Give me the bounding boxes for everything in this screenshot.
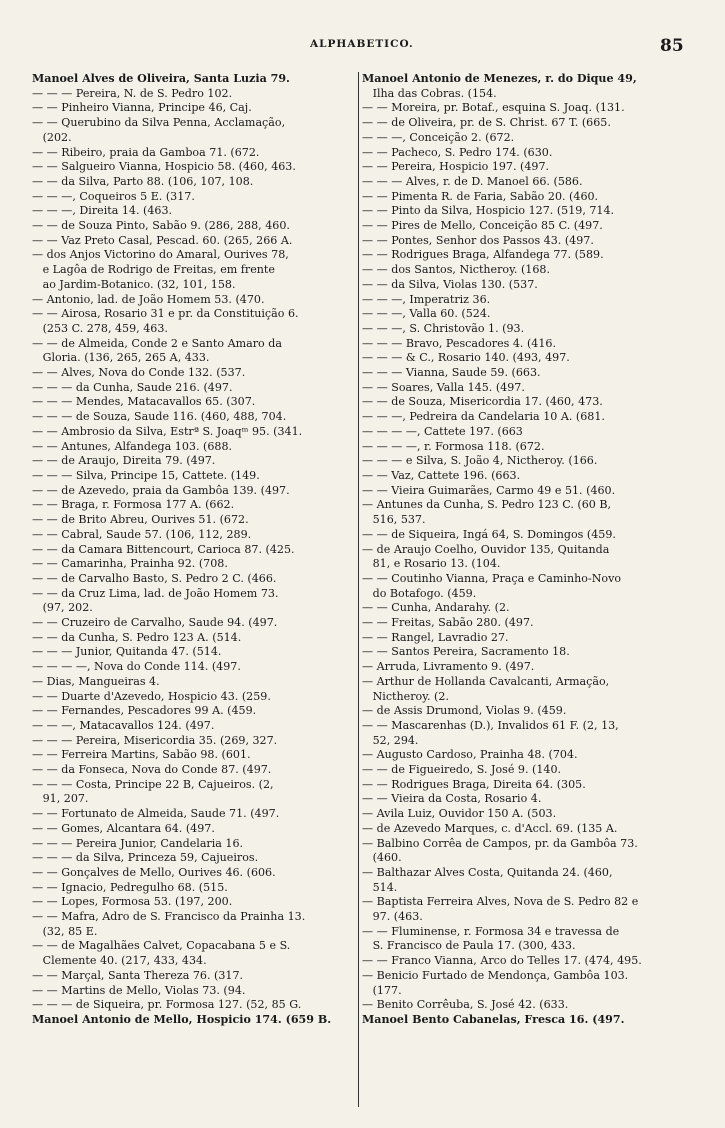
directory-entry-line: — — de Siqueira, Ingá 64, S. Domingos (459. <box>362 527 616 541</box>
directory-entry-line: — — — —, r. Formosa 118. (672. <box>362 439 545 453</box>
column-divider <box>358 72 359 1107</box>
directory-entry-line: — — — —, Cattete 197. (663 <box>362 424 523 438</box>
directory-entry-line: — — de Souza Pinto, Sabão 9. (286, 288, 460. <box>32 219 290 233</box>
directory-entry-line: — — — Bravo, Pescadores 4. (416. <box>362 336 556 350</box>
directory-entry-line: — — de Azevedo, praia da Gambôa 139. (497. <box>32 483 290 497</box>
directory-entry-line: — — da Silva, Parto 88. (106, 107, 108. <box>32 174 254 188</box>
directory-entry-line: do Botafogo. (459. <box>362 586 477 600</box>
directory-entry-line: — — Marçal, Santa Thereza 76. (317. <box>32 968 244 982</box>
directory-entry-line: — — Vieira Guimarães, Carmo 49 e 51. (460. <box>362 483 616 497</box>
directory-entry-line: 81, e Rosario 13. (104. <box>362 557 501 571</box>
directory-entry-line: — — de Magalhães Calvet, Copacabana 5 e S. <box>32 939 291 953</box>
directory-entry-line: — Balthazar Alves Costa, Quitanda 24. (460, <box>362 865 613 879</box>
directory-entry-line: — — — Pereira, N. de S. Pedro 102. <box>32 86 233 100</box>
running-title: ALPHABETICO. <box>310 38 414 50</box>
directory-entry-line: — dos Anjos Victorino do Amaral, Ourives 78, <box>32 248 289 262</box>
directory-entry-line: — — Fernandes, Pescadores 99 A. (459. <box>32 704 257 718</box>
directory-entry-line: — — —, Direita 14. (463. <box>32 204 173 218</box>
directory-entry-line: ao Jardim-Botanico. (32, 101, 158. <box>32 277 236 291</box>
directory-entry-line: 91, 207. <box>32 792 89 806</box>
directory-entry-line: — — — da Silva, Princeza 59, Cajueiros. <box>32 851 259 865</box>
directory-entry-line: (177. <box>362 983 402 997</box>
directory-entry-line: — — de Araujo, Direita 79. (497. <box>32 454 216 468</box>
directory-entry-line: — Dias, Mangueiras 4. <box>32 674 160 688</box>
directory-entry-line: — — de Figueiredo, S. José 9. (140. <box>362 763 562 777</box>
directory-entry-line: — — Pereira, Hospicio 197. (497. <box>362 160 550 174</box>
directory-entry-line: — — Martins de Mello, Violas 73. (94. <box>32 983 246 997</box>
directory-entry-line: Manoel Alves de Oliveira, Santa Luzia 79. <box>32 72 290 85</box>
directory-entry-line: Ilha das Cobras. (154. <box>362 86 497 100</box>
directory-entry-line: — — de Souza, Misericordia 17. (460, 473. <box>362 395 603 409</box>
directory-entry-line: — Benito Corrêuba, S. José 42. (633. <box>362 998 569 1012</box>
directory-entry-line: — de Azevedo Marques, c. d'Accl. 69. (135 A. <box>362 821 618 835</box>
directory-entry-line: — — —, Coqueiros 5 E. (317. <box>32 189 195 203</box>
directory-entry-line: — Arthur de Hollanda Cavalcanti, Armação, <box>362 674 610 688</box>
directory-entry-line: — Benicio Furtado de Mendonça, Gambôa 103. <box>362 968 629 982</box>
directory-entry-line: — — — de Souza, Saude 116. (460, 488, 704. <box>32 410 287 424</box>
directory-entry-line: — — de Oliveira, pr. de S. Christ. 67 T. (665. <box>362 116 611 130</box>
directory-entry-line: — — — Silva, Principe 15, Cattete. (149. <box>32 468 260 482</box>
directory-entry-line: — — Ambrosio da Silva, Estrª S. Joaqᵐ 95. (341. <box>32 424 303 438</box>
directory-entry-line: — de Assis Drumond, Violas 9. (459. <box>362 704 567 718</box>
directory-entry-line: — — Cunha, Andarahy. (2. <box>362 601 510 615</box>
directory-entry-line: — — — de Siqueira, pr. Formosa 127. (52, 85 G. <box>32 998 302 1012</box>
directory-entry-line: — — — & C., Rosario 140. (493, 497. <box>362 351 570 365</box>
directory-entry-line: — — — Pereira, Misericordia 35. (269, 327. <box>32 733 278 747</box>
directory-entry-line: — Avila Luiz, Ouvidor 150 A. (503. <box>362 807 557 821</box>
directory-entry-line: — — — Pereira Junior, Candelaria 16. <box>32 836 244 850</box>
directory-entry-line: (202. <box>32 130 72 144</box>
directory-entry-line: — Balbino Corrêa de Campos, pr. da Gambôa 73. <box>362 836 638 850</box>
directory-entry-line: — Baptista Ferreira Alves, Nova de S. Pedro 82 e <box>362 895 639 909</box>
page-number: 85 <box>660 36 684 56</box>
directory-entry-line: 97. (463. <box>362 910 423 924</box>
directory-entry-line: Manoel Antonio de Menezes, r. do Dique 49, <box>362 72 637 85</box>
directory-entry-line: Nictheroy. (2. <box>362 689 449 703</box>
directory-entry-line: — — Franco Vianna, Arco do Telles 17. (474, 495. <box>362 954 642 968</box>
directory-entry-line: — — —, S. Christovão 1. (93. <box>362 321 525 335</box>
directory-entry-line: — — Ferreira Martins, Sabão 98. (601. <box>32 748 251 762</box>
directory-entry-line: — — Pacheco, S. Pedro 174. (630. <box>362 145 553 159</box>
directory-entry-line: — — Rodrigues Braga, Direita 64. (305. <box>362 777 586 791</box>
directory-entry-line: — Antonio, lad. de João Homem 53. (470. <box>32 292 265 306</box>
directory-entry-line: — — —, Imperatriz 36. <box>362 292 491 306</box>
directory-entry-line: — — Pimenta R. de Faria, Sabão 20. (460. <box>362 189 599 203</box>
directory-entry-line: — Augusto Cardoso, Prainha 48. (704. <box>362 748 578 762</box>
directory-entry-line: (97, 202. <box>32 601 93 615</box>
directory-entry-line: — — Pontes, Senhor dos Passos 43. (497. <box>362 233 594 247</box>
directory-entry-line: — — —, Valla 60. (524. <box>362 307 491 321</box>
directory-entry-line: — — Gomes, Alcantara 64. (497. <box>32 821 215 835</box>
directory-entry-line: — — Fluminense, r. Formosa 34 e travessa de <box>362 924 620 938</box>
directory-entry-line: — — da Cunha, S. Pedro 123 A. (514. <box>32 630 242 644</box>
directory-entry-line: S. Francisco de Paula 17. (300, 433. <box>362 939 576 953</box>
directory-entry-line: — — — Costa, Principe 22 B, Cajueiros. (2, <box>32 777 274 791</box>
directory-entry-line: — — Airosa, Rosario 31 e pr. da Constituição 6. <box>32 307 299 321</box>
directory-entry-line: e Lagôa de Rodrigo de Freitas, em frente <box>32 263 275 277</box>
directory-entry-line: — — Rangel, Lavradio 27. <box>362 630 509 644</box>
directory-entry-line: — — Alves, Nova do Conde 132. (537. <box>32 366 246 380</box>
directory-entry-line: — — da Camara Bittencourt, Carioca 87. (425. <box>32 542 295 556</box>
directory-entry-line: (32, 85 E. <box>32 924 98 938</box>
directory-entry-line: — — Vaz Preto Casal, Pescad. 60. (265, 266 A. <box>32 233 293 247</box>
directory-entry-line: — — — Alves, r. de D. Manoel 66. (586. <box>362 174 583 188</box>
directory-entry-line: — — Ribeiro, praia da Gamboa 71. (672. <box>32 145 260 159</box>
directory-entry-line: — — Fortunato de Almeida, Saude 71. (497. <box>32 807 280 821</box>
directory-entry-line: — — Salgueiro Vianna, Hospicio 58. (460, 463. <box>32 160 296 174</box>
directory-entry-line: — — Freitas, Sabão 280. (497. <box>362 616 534 630</box>
directory-entry-line: — — Lopes, Formosa 53. (197, 200. <box>32 895 233 909</box>
directory-entry-line: — — Pinheiro Vianna, Principe 46, Caj. <box>32 101 252 115</box>
directory-entry-line: — — —, Pedreira da Candelaria 10 A. (681. <box>362 410 605 424</box>
directory-entry-line: — — Rodrigues Braga, Alfandega 77. (589. <box>362 248 604 262</box>
directory-entry-line: (253 C. 278, 459, 463. <box>32 321 168 335</box>
directory-entry-line: 514. <box>362 880 398 894</box>
directory-entry-line: — — — Vianna, Saude 59. (663. <box>362 366 541 380</box>
directory-entry-line: — — dos Santos, Nictheroy. (168. <box>362 263 550 277</box>
directory-entry-line: — — Pires de Mello, Conceição 85 C. (497. <box>362 219 603 233</box>
directory-entry-line: Clemente 40. (217, 433, 434. <box>32 954 207 968</box>
directory-entry-line: — — — —, Nova do Conde 114. (497. <box>32 660 241 674</box>
directory-entry-line: — — de Brito Abreu, Ourives 51. (672. <box>32 513 249 527</box>
right-column <box>362 72 698 1107</box>
directory-entry-line: — — Cruzeiro de Carvalho, Saude 94. (497. <box>32 616 278 630</box>
directory-entry-line: — Antunes da Cunha, S. Pedro 123 C. (60 B, <box>362 498 612 512</box>
directory-entry-line: 516, 537. <box>362 513 426 527</box>
directory-entry-line: — — Mascarenhas (D.), Invalidos 61 F. (2, 13, <box>362 718 619 732</box>
directory-entry-line: — — — da Cunha, Saude 216. (497. <box>32 380 233 394</box>
directory-entry-line: — de Araujo Coelho, Ouvidor 135, Quitanda <box>362 542 610 556</box>
directory-entry-line: 52, 294. <box>362 733 419 747</box>
directory-entry-line: — — — Mendes, Matacavallos 65. (307. <box>32 395 256 409</box>
left-column <box>32 72 357 1107</box>
directory-entry-line: — — —, Matacavallos 124. (497. <box>32 718 215 732</box>
directory-entry-line: — — Vaz, Cattete 196. (663. <box>362 468 521 482</box>
directory-entry-line: — — Querubino da Silva Penna, Acclamação, <box>32 116 286 130</box>
directory-entry-line: — — Ignacio, Pedregulho 68. (515. <box>32 880 228 894</box>
directory-entry-line: — — de Almeida, Conde 2 e Santo Amaro da <box>32 336 282 350</box>
directory-entry-line: (460. <box>362 851 402 865</box>
directory-entry-line: — — Gonçalves de Mello, Ourives 46. (606. <box>32 865 276 879</box>
directory-entry-line: — — Braga, r. Formosa 177 A. (662. <box>32 498 235 512</box>
directory-entry-line: — — Camarinha, Prainha 92. (708. <box>32 557 228 571</box>
directory-entry-line: — — Antunes, Alfandega 103. (688. <box>32 439 233 453</box>
page-header <box>0 36 725 56</box>
directory-entry-line: Gloria. (136, 265, 265 A, 433. <box>32 351 210 365</box>
directory-entry-line: — — Pinto da Silva, Hospicio 127. (519, 714. <box>362 204 615 218</box>
directory-entry-line: Manoel Antonio de Mello, Hospicio 174. (659 B. <box>32 1013 332 1026</box>
directory-entry-line: — — da Fonseca, Nova do Conde 87. (497. <box>32 763 272 777</box>
directory-entry-line: — — Soares, Valla 145. (497. <box>362 380 525 394</box>
directory-entry-line: Manoel Bento Cabanelas, Fresca 16. (497. <box>362 1013 625 1026</box>
directory-entry-line: — — Mafra, Adro de S. Francisco da Prainha 13. <box>32 910 306 924</box>
directory-entry-line: — — Duarte d'Azevedo, Hospicio 43. (259. <box>32 689 271 703</box>
directory-entry-line: — — Vieira da Costa, Rosario 4. <box>362 792 542 806</box>
directory-entry-line: — — Cabral, Saude 57. (106, 112, 289. <box>32 527 252 541</box>
directory-entry-line: — — Moreira, pr. Botaf., esquina S. Joaq. (131. <box>362 101 625 115</box>
directory-entry-line: — — de Carvalho Basto, S. Pedro 2 C. (466. <box>32 571 277 585</box>
directory-entry-line: — — Coutinho Vianna, Praça e Caminho-Novo <box>362 571 622 585</box>
directory-entry-line: — — Santos Pereira, Sacramento 18. <box>362 645 570 659</box>
directory-entry-line: — — — e Silva, S. João 4, Nictheroy. (166. <box>362 454 598 468</box>
directory-entry-line: — — da Cruz Lima, lad. de João Homem 73. <box>32 586 279 600</box>
directory-entry-line: — — —, Conceição 2. (672. <box>362 130 515 144</box>
directory-entry-line: — — da Silva, Violas 130. (537. <box>362 277 538 291</box>
directory-entry-line: — Arruda, Livramento 9. (497. <box>362 660 535 674</box>
directory-entry-line: — — — Junior, Quitanda 47. (514. <box>32 645 222 659</box>
